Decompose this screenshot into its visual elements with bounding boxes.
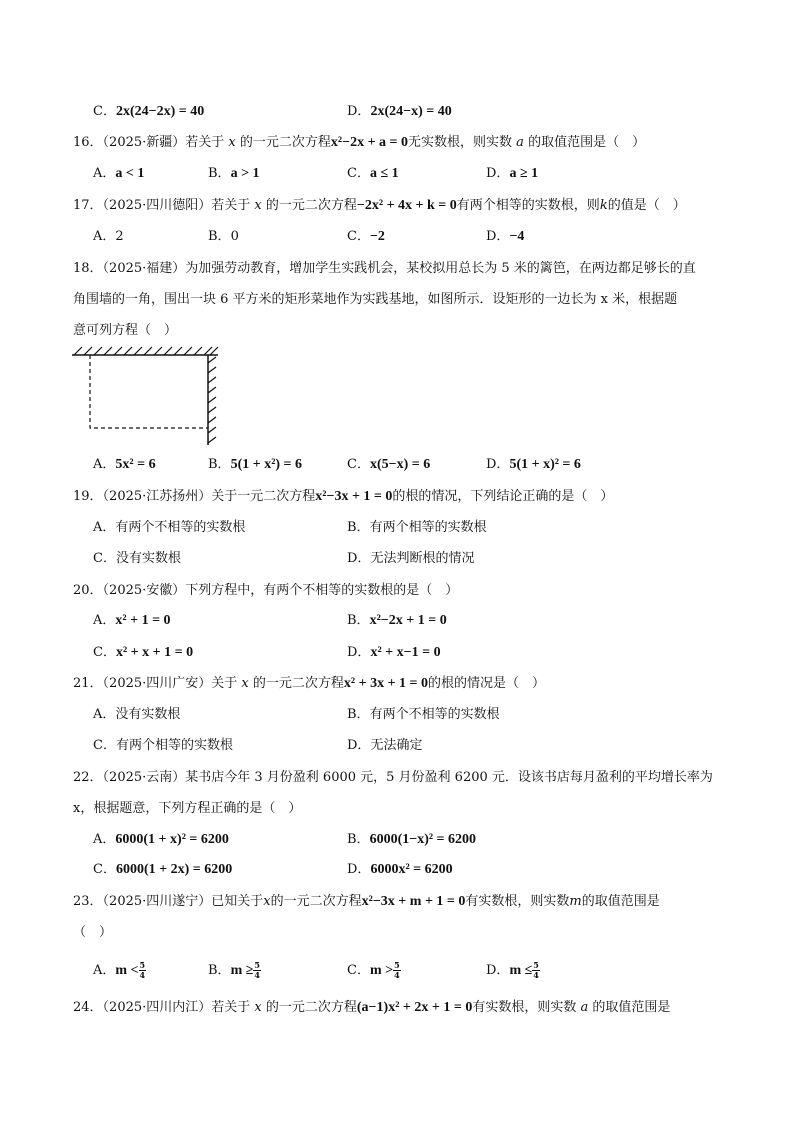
option-expression: 6000(1 + x)² = 6200 xyxy=(115,832,229,847)
option-expression: 5x² = 6 xyxy=(115,457,156,472)
option-text: 没有实数根 xyxy=(115,707,181,722)
stem-text: 24．（2025·四川内江）若关于 xyxy=(73,1000,255,1015)
option-label: A． xyxy=(93,457,116,472)
q19-option-a[interactable] xyxy=(93,519,245,537)
stem-text: 17．（2025·四川德阳）若关于 xyxy=(73,198,255,213)
fraction xyxy=(532,961,540,980)
top-wall-hatching xyxy=(74,347,218,355)
q22-option-a[interactable] xyxy=(93,831,229,849)
option-label: C． xyxy=(93,551,116,566)
fraction-denominator: 4 xyxy=(533,970,539,980)
option-label: B． xyxy=(208,457,231,472)
option-label: B． xyxy=(347,707,370,722)
stem-text: 的一元二次方程 xyxy=(235,135,331,150)
q18-option-c[interactable] xyxy=(347,456,430,474)
question-18-line-1: 18．（2025·福建）为加强劳动教育，增加学生实践机会，某校拟用总长为 5 米的篱笆，在两边都足够长的直 xyxy=(73,261,696,276)
variable-x: x xyxy=(254,1000,262,1015)
question-23-line-2: （ ） xyxy=(73,925,113,940)
option-expression: 6000x² = 6200 xyxy=(370,862,453,877)
q21-option-d[interactable] xyxy=(347,737,422,755)
option-label: C． xyxy=(93,104,116,119)
option-expression: m ≤ xyxy=(509,963,533,978)
option-label: C． xyxy=(93,645,116,660)
option-expression: 5(1 + x²) = 6 xyxy=(230,457,303,472)
q17-option-c[interactable] xyxy=(347,228,385,246)
variable-a: a xyxy=(516,135,524,150)
fraction xyxy=(253,961,261,980)
q19-option-d[interactable] xyxy=(347,550,474,568)
stem-text: 无实数根，则实数 xyxy=(408,135,517,150)
option-text: 有两个相等的实数根 xyxy=(369,520,487,535)
variable-x: x xyxy=(241,676,249,691)
option-label: A． xyxy=(93,707,116,722)
option-label: D． xyxy=(347,551,371,566)
option-expression: a < 1 xyxy=(115,166,145,181)
question-18-line-3: 意可列方程（ ） xyxy=(73,323,178,338)
question-22-line-1: 22．（2025·云南）某书店今年 3 月份盈利 6000 元，5 月份盈利 6200 元．设该书店每月盈利的平均增长率为 xyxy=(73,770,713,785)
stem-text: 的一元二次方程 xyxy=(261,198,357,213)
option-label: A． xyxy=(93,520,116,535)
option-label: C． xyxy=(347,963,370,978)
q17-option-d[interactable] xyxy=(486,228,524,246)
option-expression: 2 xyxy=(115,229,124,244)
option-expression: 5(1 + x)² = 6 xyxy=(509,457,581,472)
variable-k: k xyxy=(599,198,608,213)
q22-option-c[interactable] xyxy=(93,861,232,879)
option-expression: −2 xyxy=(369,229,385,244)
q20-option-d[interactable] xyxy=(347,644,441,662)
q20-option-b[interactable] xyxy=(347,612,447,630)
q18-option-d[interactable] xyxy=(486,456,581,474)
stem-text: 有实数根，则实数 xyxy=(465,894,570,909)
option-expression: 2x(24−x) = 40 xyxy=(370,104,452,119)
question-18-line-2: 角围墙的一角，围出一块 6 平方米的矩形菜地作为实践基地，如图所示．设矩形的一边长为 x 米，根据题 xyxy=(73,292,678,307)
fraction-numerator: 5 xyxy=(394,960,400,970)
option-label: D． xyxy=(347,862,371,877)
option-label: B． xyxy=(347,520,370,535)
option-expression: x² + 1 = 0 xyxy=(115,613,171,628)
option-expression: x(5−x) = 6 xyxy=(369,457,431,472)
q20-option-c[interactable] xyxy=(93,644,193,662)
fraction xyxy=(393,961,401,980)
q16-option-c[interactable] xyxy=(347,165,399,183)
stem-text: 有实数根，则实数 xyxy=(472,1000,581,1015)
option-label: A． xyxy=(93,613,116,628)
q23-option-c[interactable] xyxy=(347,961,401,980)
option-expression: −4 xyxy=(509,229,525,244)
dashed-fence xyxy=(90,355,208,428)
q21-option-b[interactable] xyxy=(347,706,500,724)
option-expression: x²−2x + 1 = 0 xyxy=(369,613,447,628)
q17-option-a[interactable] xyxy=(93,228,124,246)
option-expression: 2x(24−2x) = 40 xyxy=(115,104,205,119)
option-label: C． xyxy=(93,862,116,877)
stem-text: 的取值范围是 xyxy=(581,894,660,909)
question-17-stem xyxy=(73,197,686,215)
fraction-denominator: 4 xyxy=(139,970,146,980)
question-19-stem xyxy=(73,488,613,506)
q22-option-b[interactable] xyxy=(347,831,476,849)
stem-text: 有两个相等的实数根，则 xyxy=(456,198,600,213)
right-wall-hatching xyxy=(208,357,216,443)
q23-option-d[interactable] xyxy=(486,961,540,980)
option-label: D． xyxy=(486,166,510,181)
option-text: 没有实数根 xyxy=(115,551,181,566)
fraction-numerator: 5 xyxy=(139,960,146,970)
stem-text: 的一元二次方程 xyxy=(248,676,344,691)
stem-text: 的根的情况，下列结论正确的是（ ） xyxy=(392,489,614,504)
fraction-denominator: 4 xyxy=(254,970,260,980)
option-label: B． xyxy=(347,832,370,847)
stem-text: 的取值范围是（ ） xyxy=(523,135,646,150)
equation: x²−2x + a = 0 xyxy=(330,135,409,150)
variable-x: x xyxy=(254,198,262,213)
equation: x²−3x + m + 1 = 0 xyxy=(361,894,466,909)
q21-option-a[interactable] xyxy=(93,706,180,724)
q18-option-a[interactable] xyxy=(93,456,156,474)
equation: x² + 3x + 1 = 0 xyxy=(343,676,429,691)
question-24-stem xyxy=(73,999,670,1017)
option-expression: m ≥ xyxy=(230,963,254,978)
option-expression: 0 xyxy=(230,229,239,244)
option-expression: x² + x−1 = 0 xyxy=(370,645,441,660)
fraction-denominator: 4 xyxy=(394,970,400,980)
q16-option-a[interactable] xyxy=(93,165,144,183)
q16-option-b[interactable] xyxy=(208,165,260,183)
option-text: 有两个相等的实数根 xyxy=(115,738,233,753)
option-expression: m < xyxy=(115,963,139,978)
variable-x: x xyxy=(263,894,271,909)
question-22-line-2: x，根据题意，下列方程正确的是（ ） xyxy=(73,801,302,816)
option-label: D． xyxy=(347,738,371,753)
option-label: A． xyxy=(93,229,116,244)
option-expression: m > xyxy=(369,963,394,978)
option-label: D． xyxy=(347,104,371,119)
q23-option-a[interactable] xyxy=(93,961,146,980)
q22-option-d[interactable] xyxy=(347,861,453,879)
q19-option-b[interactable] xyxy=(347,519,487,537)
option-label: D． xyxy=(347,645,371,660)
option-label: A． xyxy=(93,832,116,847)
q15-option-d[interactable] xyxy=(347,103,452,121)
variable-x: x xyxy=(228,135,236,150)
question-20-stem: 20．（2025·安徽）下列方程中，有两个不相等的实数根的是（ ） xyxy=(73,583,459,598)
variable-m: m xyxy=(569,894,582,909)
stem-text: 的一元二次方程 xyxy=(270,894,362,909)
stem-text: 23．（2025·四川遂宁）已知关于 xyxy=(73,894,264,909)
stem-text: 21．（2025·四川广安）关于 xyxy=(73,676,242,691)
option-label: B． xyxy=(208,166,231,181)
option-label: C． xyxy=(347,457,370,472)
option-expression: x² + x + 1 = 0 xyxy=(115,645,194,660)
q17-option-b[interactable] xyxy=(208,228,239,246)
option-label: B． xyxy=(208,963,231,978)
stem-text: 的根的情况是（ ） xyxy=(428,676,546,691)
q15-option-c[interactable] xyxy=(93,103,204,121)
option-label: C． xyxy=(347,166,370,181)
fence-corner-figure xyxy=(70,345,220,450)
question-21-stem xyxy=(73,675,545,693)
stem-text: 的值是（ ） xyxy=(607,198,686,213)
option-text: 有两个不相等的实数根 xyxy=(369,707,500,722)
q16-option-d[interactable] xyxy=(486,165,538,183)
option-label: D． xyxy=(486,229,510,244)
q23-option-b[interactable] xyxy=(208,961,261,980)
option-expression: a > 1 xyxy=(230,166,260,181)
stem-text: 16．（2025·新疆）若关于 xyxy=(73,135,229,150)
equation: (a−1)x² + 2x + 1 = 0 xyxy=(356,1000,473,1015)
question-16-stem xyxy=(73,134,645,152)
option-expression: 6000(1−x)² = 6200 xyxy=(369,832,477,847)
stem-text: 的一元二次方程 xyxy=(261,1000,357,1015)
q21-option-c[interactable] xyxy=(93,737,233,755)
option-text: 有两个不相等的实数根 xyxy=(115,520,246,535)
option-text: 无法判断根的情况 xyxy=(370,551,475,566)
option-label: C． xyxy=(347,229,370,244)
option-label: A． xyxy=(93,166,116,181)
option-expression: a ≥ 1 xyxy=(509,166,539,181)
option-label: D． xyxy=(486,963,510,978)
option-label: B． xyxy=(347,613,370,628)
option-label: A． xyxy=(93,963,116,978)
option-label: C． xyxy=(93,738,116,753)
fraction-numerator: 5 xyxy=(533,960,539,970)
option-label: D． xyxy=(486,457,510,472)
question-23-stem xyxy=(73,893,660,911)
fraction-numerator: 5 xyxy=(254,960,260,970)
option-expression: a ≤ 1 xyxy=(369,166,399,181)
option-text: 无法确定 xyxy=(370,738,423,753)
variable-a: a xyxy=(580,1000,589,1015)
option-expression: 6000(1 + 2x) = 6200 xyxy=(115,862,233,877)
stem-text: 19．（2025·江苏扬州）关于一元二次方程 xyxy=(73,489,316,504)
fraction xyxy=(139,961,147,980)
q18-option-b[interactable] xyxy=(208,456,302,474)
stem-text: 的取值范围是 xyxy=(588,1000,671,1015)
option-label: B． xyxy=(208,229,231,244)
equation: −2x² + 4x + k = 0 xyxy=(356,198,457,213)
q20-option-a[interactable] xyxy=(93,612,171,630)
equation: x²−3x + 1 = 0 xyxy=(315,489,393,504)
q19-option-c[interactable] xyxy=(93,550,181,568)
